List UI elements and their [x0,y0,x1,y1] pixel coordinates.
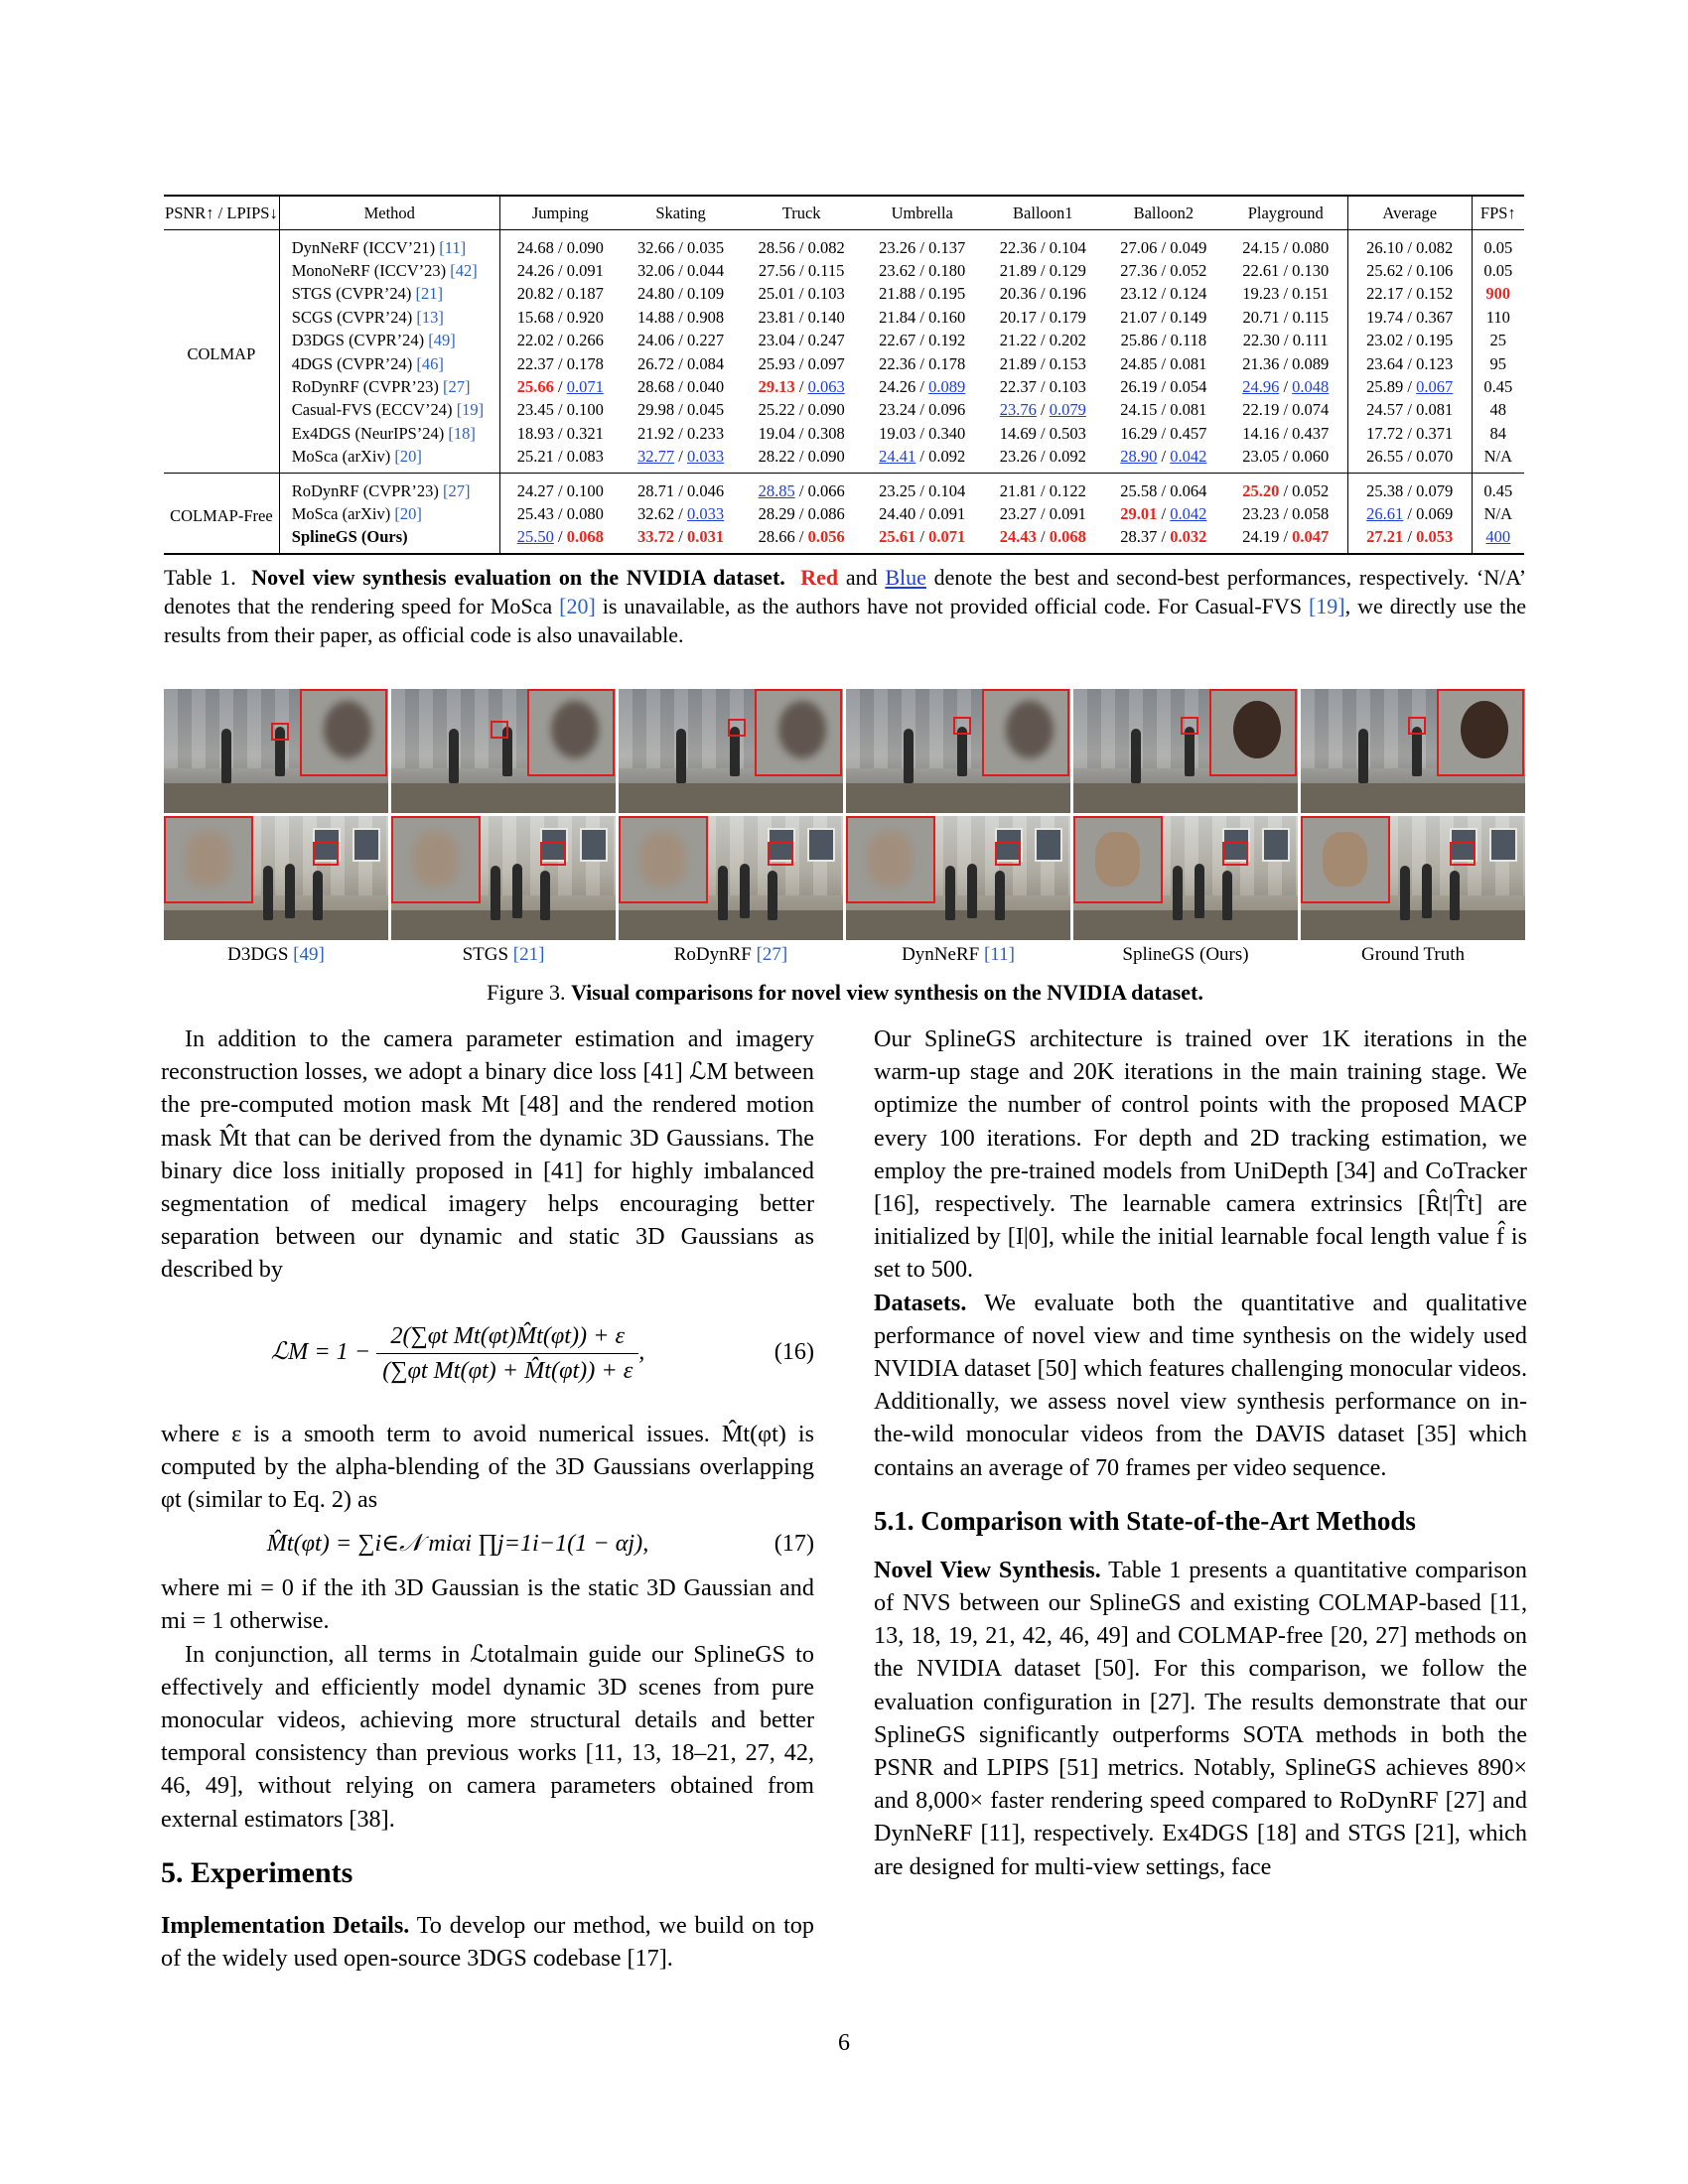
equation-16-denominator: (∑φt Mt(φt) + M̂t(φt)) + ε [382,1356,633,1384]
method-name: STGS (CVPR’24) [21] [279,282,499,305]
zoom-inset [1209,689,1297,776]
figure-panel-jumping [846,816,1070,940]
zoom-inset [982,689,1069,776]
figure-method-label: SplineGS (Ours) [1122,944,1249,965]
zoom-box [1450,842,1476,866]
metric-cell: 24.68 / 0.090 [499,229,621,259]
metric-cell: 23.45 / 0.100 [499,398,621,421]
metric-cell: 28.90 / 0.042 [1120,447,1207,467]
table-row [164,259,1524,282]
zoom-inset [755,689,842,776]
metric-cell: 22.19 / 0.074 [1242,400,1330,420]
metric-cell: 24.96 / 0.048 [1242,376,1330,396]
metric-cell: 26.55 / 0.070 [1347,445,1472,473]
metric-cell: N/A [1472,502,1524,525]
metric-cell: 25.20 / 0.052 [1242,480,1330,500]
figure-3 [164,689,1526,967]
metric-cell: 25.58 / 0.064 [1120,480,1207,500]
metric-cell: 20.82 / 0.187 [499,282,621,305]
table-row [164,282,1524,305]
colmap-free-group [164,473,1524,554]
equation-17 [161,1520,814,1568]
metric-cell: 25 [1472,329,1524,351]
caption-and: and [845,565,878,590]
metric-cell: 0.05 [1472,259,1524,282]
metric-cell: 23.12 / 0.124 [1120,284,1207,304]
figure-panel-jumping [1301,816,1525,940]
metric-cell: 24.27 / 0.100 [499,473,621,502]
novel-view-synthesis-paragraph [874,1554,1527,1883]
metric-cell: 22.02 / 0.266 [499,329,621,351]
table-row [164,306,1524,329]
table-row [164,229,1524,259]
method-citation[interactable]: [21] [415,284,443,304]
metric-cell: 24.57 / 0.081 [1347,398,1472,421]
metric-cell: 25.01 / 0.103 [758,284,845,304]
method-name: Casual-FVS (ECCV’24) [19] [279,398,499,421]
method-name: Ex4DGS (NeurIPS’24) [18] [279,422,499,445]
metric-cell: 23.02 / 0.195 [1347,329,1472,351]
zoom-box [540,842,566,866]
table-caption-label: Table 1. [164,565,236,590]
header-umbrella: Umbrella [891,203,953,222]
metric-cell: 14.16 / 0.437 [1242,423,1330,443]
method-name: SplineGS (Ours) [279,525,499,553]
method-citation[interactable]: [27] [442,480,471,500]
equation-17-body: M̂t(φt) = ∑i∈𝒩 miαi ∏j=1i−1(1 − αj), [266,1530,649,1558]
metric-cell: 23.25 / 0.104 [879,480,966,500]
metric-cell: 32.06 / 0.044 [637,260,725,280]
zoom-box [995,842,1021,866]
figure-method-label: Ground Truth [1361,944,1465,965]
method-name: MonoNeRF (ICCV’23) [42] [279,259,499,282]
header-metric: PSNR↑ / LPIPS↓ [165,203,278,222]
zoom-inset [846,816,935,903]
zoom-box [1222,842,1248,866]
method-citation[interactable]: [46] [416,353,444,373]
metric-cell: 27.06 / 0.049 [1120,237,1207,257]
zoom-box [1181,717,1198,735]
group-label: COLMAP [187,343,256,363]
metric-cell: 28.66 / 0.056 [758,527,845,547]
equation-16-fraction [376,1319,638,1388]
metric-cell: 95 [1472,352,1524,375]
metric-cell: 27.36 / 0.052 [1120,260,1207,280]
metric-cell: 28.29 / 0.086 [758,503,845,523]
metric-cell: 21.81 / 0.122 [999,480,1086,500]
metric-cell: 28.68 / 0.040 [637,376,725,396]
equation-16 [161,1293,814,1412]
left-paragraph-3: where mi = 0 if the ith 3D Gaussian is the static 3D Gaussian and mi = 1 otherwise. [161,1574,814,1635]
datasets-body: We evaluate both the quantitative and qualitative performance of novel view and time synthesis on the widely used NVIDIA dataset [50] which features challenging monocular videos. Additionally, we assess novel view synthesis performance on in-the-wild monocular videos from the DAVIS dataset [35] which contains an average of 70 frames per video sequence. [874,1289,1527,1481]
figure-panel-balloon [619,689,843,813]
caption-cite-mosca[interactable]: [20] [559,594,596,618]
metric-cell: 23.64 / 0.123 [1347,352,1472,375]
method-citation[interactable]: [20] [394,447,422,467]
metric-cell: 19.04 / 0.308 [758,423,845,443]
metric-cell: 23.26 / 0.137 [879,237,966,257]
metric-cell: 25.21 / 0.083 [499,445,621,473]
metric-cell: 32.66 / 0.035 [637,237,725,257]
metric-cell: 23.26 / 0.092 [999,447,1086,467]
method-citation[interactable]: [11] [439,237,467,257]
metric-cell: 22.36 / 0.104 [999,237,1086,257]
table-row [164,473,1524,502]
metric-cell: 23.04 / 0.247 [758,331,845,350]
metric-cell: 21.89 / 0.153 [999,353,1086,373]
implementation-details-paragraph [161,1909,814,1975]
left-column [161,1023,814,1975]
metric-cell: 14.69 / 0.503 [999,423,1086,443]
table-caption [164,563,1526,649]
metric-cell: 29.13 / 0.063 [758,376,845,396]
method-citation[interactable]: [49] [428,331,456,350]
left-paragraph-2: where ε is a smooth term to avoid numerical issues. M̂t(φt) is computed by the alpha-blending of the 3D Gaussians overlapping φt (similar to Eq. 2) as [161,1420,814,1514]
metric-cell: 23.05 / 0.060 [1242,447,1330,467]
metric-cell: 22.37 / 0.178 [499,352,621,375]
legend-blue: Blue [885,565,926,590]
header-average: Average [1347,196,1472,229]
method-name: DynNeRF (ICCV’21) [11] [279,229,499,259]
metric-cell: 24.26 / 0.091 [499,259,621,282]
zoom-box [728,719,746,737]
caption-text-1: denote the best and second-best performances, respectively. ‘N/A’ denotes that the rendering speed for MoSca [164,565,1527,618]
figure-method-label: DynNeRF [11] [902,944,1015,965]
colmap-group [164,229,1524,473]
metric-cell: 14.88 / 0.908 [637,307,725,327]
header-jumping: Jumping [499,196,621,229]
metric-cell: 22.30 / 0.111 [1242,331,1329,350]
metric-cell: 17.72 / 0.371 [1347,422,1472,445]
metric-cell: 15.68 / 0.920 [499,306,621,329]
metric-cell: 24.43 / 0.068 [999,527,1086,547]
table-header-row [164,196,1524,229]
equation-16-lhs: ℒM = 1 − [270,1337,371,1365]
metric-cell: 16.29 / 0.457 [1120,423,1207,443]
method-name: D3DGS (CVPR’24) [49] [279,329,499,351]
metric-cell: 28.37 / 0.032 [1120,527,1207,547]
method-citation[interactable]: [13] [416,307,444,327]
metric-cell: 24.15 / 0.080 [1242,237,1330,257]
header-playground: Playground [1247,203,1324,222]
table-row [164,445,1524,473]
metric-cell: 22.67 / 0.192 [879,331,966,350]
figure-caption-label: Figure 3. [487,980,566,1005]
metric-cell: 19.23 / 0.151 [1242,284,1330,304]
page-number: 6 [838,2030,850,2056]
metric-cell: 84 [1472,422,1524,445]
table-row [164,352,1524,375]
zoom-box [313,842,339,866]
metric-cell: 25.86 / 0.118 [1120,331,1207,350]
figure-labels [164,943,1526,967]
caption-text-2: is unavailable, as the authors have not provided official code. For Casual-FVS [602,594,1303,618]
metric-cell: 22.36 / 0.178 [879,353,966,373]
metric-cell: 900 [1472,282,1524,305]
metric-cell: 25.89 / 0.067 [1347,375,1472,398]
figure-caption [164,978,1526,1007]
metric-cell: 21.89 / 0.129 [999,260,1086,280]
equation-16-number: (16) [774,1337,814,1365]
metric-cell: 21.88 / 0.195 [879,284,966,304]
method-citation[interactable]: [42] [450,260,478,280]
metric-cell: 25.43 / 0.080 [499,502,621,525]
metric-cell: 27.56 / 0.115 [758,260,845,280]
metric-cell: 26.72 / 0.084 [637,353,725,373]
metric-cell: 26.10 / 0.082 [1347,229,1472,259]
metric-cell: 18.93 / 0.321 [499,422,621,445]
method-name: SCGS (CVPR’24) [13] [279,306,499,329]
metric-cell: 21.36 / 0.089 [1242,353,1330,373]
zoom-box [491,721,508,739]
section-heading-comparison: 5.1. Comparison with State-of-the-Art Methods [874,1505,1416,1536]
novel-view-synthesis-heading: Novel View Synthesis. [874,1556,1101,1583]
header-balloon2: Balloon2 [1133,203,1195,222]
equation-17-number: (17) [774,1530,814,1558]
right-column [874,1023,1527,1883]
method-citation[interactable]: [20] [394,503,422,523]
metric-cell: 20.36 / 0.196 [999,284,1086,304]
metric-cell: 19.74 / 0.367 [1347,306,1472,329]
metric-cell: 24.19 / 0.047 [1242,527,1330,547]
figure-method-label: RoDynRF [27] [673,944,788,965]
metric-cell: 27.21 / 0.053 [1347,525,1472,553]
header-method: Method [279,196,499,229]
figure-panel-balloon [164,689,388,813]
metric-cell: 23.76 / 0.079 [999,400,1086,420]
header-truck: Truck [781,203,821,222]
metric-cell: 29.98 / 0.045 [637,400,725,420]
figure-row-balloon [164,689,1526,813]
zoom-inset [619,816,708,903]
header-balloon1: Balloon1 [1013,203,1073,222]
zoom-box [1408,717,1426,735]
zoom-inset [1073,816,1163,903]
table-row [164,375,1524,398]
metric-cell: 26.19 / 0.054 [1120,376,1207,396]
legend-red: Red [800,565,839,590]
metric-cell: 25.62 / 0.106 [1347,259,1472,282]
metric-cell: 21.22 / 0.202 [999,331,1086,350]
metric-cell: 23.24 / 0.096 [879,400,966,420]
metric-cell: 21.07 / 0.149 [1120,307,1207,327]
table-row [164,329,1524,351]
group-label: COLMAP-Free [170,505,273,525]
caption-text-3: , we directly use the results from their paper, as official code is also unavailable. [164,594,1527,647]
equation-16-body: ℒM = 1 − $\frac{\text{2(∑φt Mt(φt)M̂t(φt)) + ε}}{\text{(∑φt Mt(φt) + M̂t(φt)) + ε}}$ , [161,1293,755,1412]
section-heading-experiments: 5. Experiments [161,1855,353,1889]
figure-panel-jumping [391,816,616,940]
metric-cell: 0.45 [1472,375,1524,398]
metric-cell: 24.40 / 0.091 [879,503,966,523]
metric-cell: 29.01 / 0.042 [1120,503,1207,523]
implementation-details-body: To develop our method, we build on top of the widely used open-source 3DGS codebase [17]. [161,1911,814,1973]
table-row [164,398,1524,421]
metric-cell: 24.26 / 0.089 [879,376,966,396]
figure-panel-jumping [164,816,388,940]
metric-cell: 26.61 / 0.069 [1347,502,1472,525]
method-name: MoSca (arXiv) [20] [279,502,499,525]
figure-panel-balloon [391,689,616,813]
metric-cell: 48 [1472,398,1524,421]
novel-view-synthesis-body: Table 1 presents a quantitative comparison of NVS between our SplineGS and existing COLMAP-based [11, 13, 18, 19, 21, 42, 46, 49] and COLMAP-free [20, 27] methods on the NVIDIA dataset [50]. For this comparison, we follow the evaluation configuration in [27]. The results demonstrate that our SplineGS significantly outperforms SOTA methods in both the PSNR and LPIPS [51] metrics. Notably, SplineGS achieves 890× and 8,000× faster rendering speed compared to RoDynRF [27] and DynNeRF [11], respectively. Ex4DGS [18] and STGS [21], which are designed for multi-view settings, face [874,1556,1527,1880]
metric-cell: 22.37 / 0.103 [999,376,1086,396]
figure-panel-balloon [846,689,1070,813]
metric-cell: 400 [1472,525,1524,553]
metric-cell: 28.85 / 0.066 [758,480,845,500]
datasets-paragraph [874,1287,1527,1484]
zoom-box [768,842,793,866]
metric-cell: 23.23 / 0.058 [1242,503,1330,523]
metric-cell: 20.17 / 0.179 [999,307,1086,327]
metric-cell: 25.93 / 0.097 [758,353,845,373]
metric-cell: 25.38 / 0.079 [1347,473,1472,502]
datasets-heading: Datasets. [874,1289,967,1316]
figure-row-jumping [164,816,1526,940]
metric-cell: 24.41 / 0.092 [879,447,966,467]
method-citation[interactable]: [18] [448,423,476,443]
figure-method-label: D3DGS [49] [227,944,325,965]
table-caption-title: Novel view synthesis evaluation on the NVIDIA dataset. [251,565,785,590]
figure-panel-jumping [1073,816,1298,940]
metric-cell: 24.15 / 0.081 [1120,400,1207,420]
metric-cell: 28.71 / 0.046 [637,480,725,500]
left-paragraph-4: In conjunction, all terms in ℒtotalmain guide our SplineGS to effectively and efficiently model dynamic 3D scenes from pure monocular videos, achieving more structural details and better temporal consistency than previous works [11, 13, 18–21, 27, 42, 46, 49], without relying on camera parameters obtained from external estimators [38]. [161,1640,814,1833]
metric-cell: 32.77 / 0.033 [637,447,725,467]
method-name: 4DGS (CVPR’24) [46] [279,352,499,375]
figure-panel-balloon [1073,689,1298,813]
metric-cell: 23.62 / 0.180 [879,260,966,280]
caption-cite-casual-fvs[interactable]: [19] [1308,594,1345,618]
metric-cell: N/A [1472,445,1524,473]
metric-cell: 24.06 / 0.227 [637,331,725,350]
figure-method-label: STGS [21] [462,944,545,965]
metric-cell: 21.84 / 0.160 [879,307,966,327]
left-paragraph-1: In addition to the camera parameter estimation and imagery reconstruction losses, we adopt a binary dice loss [41] ℒM between the pre-computed motion mask Mt [48] and the rendered motion mask M̂t that can be derived from the dynamic 3D Gaussians. The binary dice loss initially proposed in [41] for highly imbalanced segmentation of medical imagery helps encouraging better separation between our dynamic and static 3D Gaussians as described by [161,1025,814,1284]
header-fps: FPS↑ [1472,196,1524,229]
right-paragraph-1: Our SplineGS architecture is trained over 1K iterations in the warm-up stage and 20K iterations in the main training stage. We optimize the number of control points with the proposed MACP every 100 iterations. For depth and 2D tracking estimation, we employ the pre-trained models from UniDepth [34] and CoTracker [16], respectively. The learnable camera extrinsics [R̂t|T̂t] are initialized by [I|0], while the initial learnable focal length value f̂ is set to 500. [874,1025,1527,1284]
figure-caption-title: Visual comparisons for novel view synthesis on the NVIDIA dataset. [571,980,1203,1005]
metric-cell: 22.17 / 0.152 [1347,282,1472,305]
zoom-inset [1437,689,1524,776]
zoom-box [953,717,971,735]
metric-cell: 32.62 / 0.033 [637,503,725,523]
header-skating: Skating [655,203,706,222]
figure-panel-jumping [619,816,843,940]
metric-cell: 33.72 / 0.031 [637,527,725,547]
zoom-inset [164,816,253,903]
method-citation[interactable]: [27] [442,376,471,396]
zoom-inset [527,689,615,776]
metric-cell: 0.05 [1472,229,1524,259]
zoom-inset [300,689,387,776]
metric-cell: 110 [1472,306,1524,329]
table-row [164,525,1524,553]
metric-cell: 28.22 / 0.090 [758,447,845,467]
metric-cell: 0.45 [1472,473,1524,502]
method-citation[interactable]: [19] [456,400,485,420]
metric-cell: 22.61 / 0.130 [1242,260,1330,280]
figure-panel-balloon [1301,689,1525,813]
results-table [164,195,1524,555]
method-name: RoDynRF (CVPR’23) [27] [279,375,499,398]
metric-cell: 23.81 / 0.140 [758,307,845,327]
metric-cell: 25.61 / 0.071 [879,527,966,547]
metric-cell: 24.85 / 0.081 [1120,353,1207,373]
metric-cell: 24.80 / 0.109 [637,284,725,304]
table-row [164,502,1524,525]
metric-cell: 21.92 / 0.233 [637,423,725,443]
metric-cell: 25.50 / 0.068 [499,525,621,553]
method-name: MoSca (arXiv) [20] [279,445,499,473]
zoom-box [271,723,289,741]
metric-cell: 20.71 / 0.115 [1242,307,1329,327]
table-row [164,422,1524,445]
zoom-inset [1301,816,1390,903]
zoom-inset [391,816,481,903]
metric-cell: 25.22 / 0.090 [758,400,845,420]
metric-cell: 28.56 / 0.082 [758,237,845,257]
metric-cell: 19.03 / 0.340 [879,423,966,443]
metric-cell: 23.27 / 0.091 [999,503,1086,523]
implementation-details-heading: Implementation Details. [161,1911,410,1939]
method-name: RoDynRF (CVPR’23) [27] [279,473,499,502]
equation-16-numerator: 2(∑φt Mt(φt)M̂t(φt)) + ε [376,1319,638,1354]
metric-cell: 25.66 / 0.071 [499,375,621,398]
